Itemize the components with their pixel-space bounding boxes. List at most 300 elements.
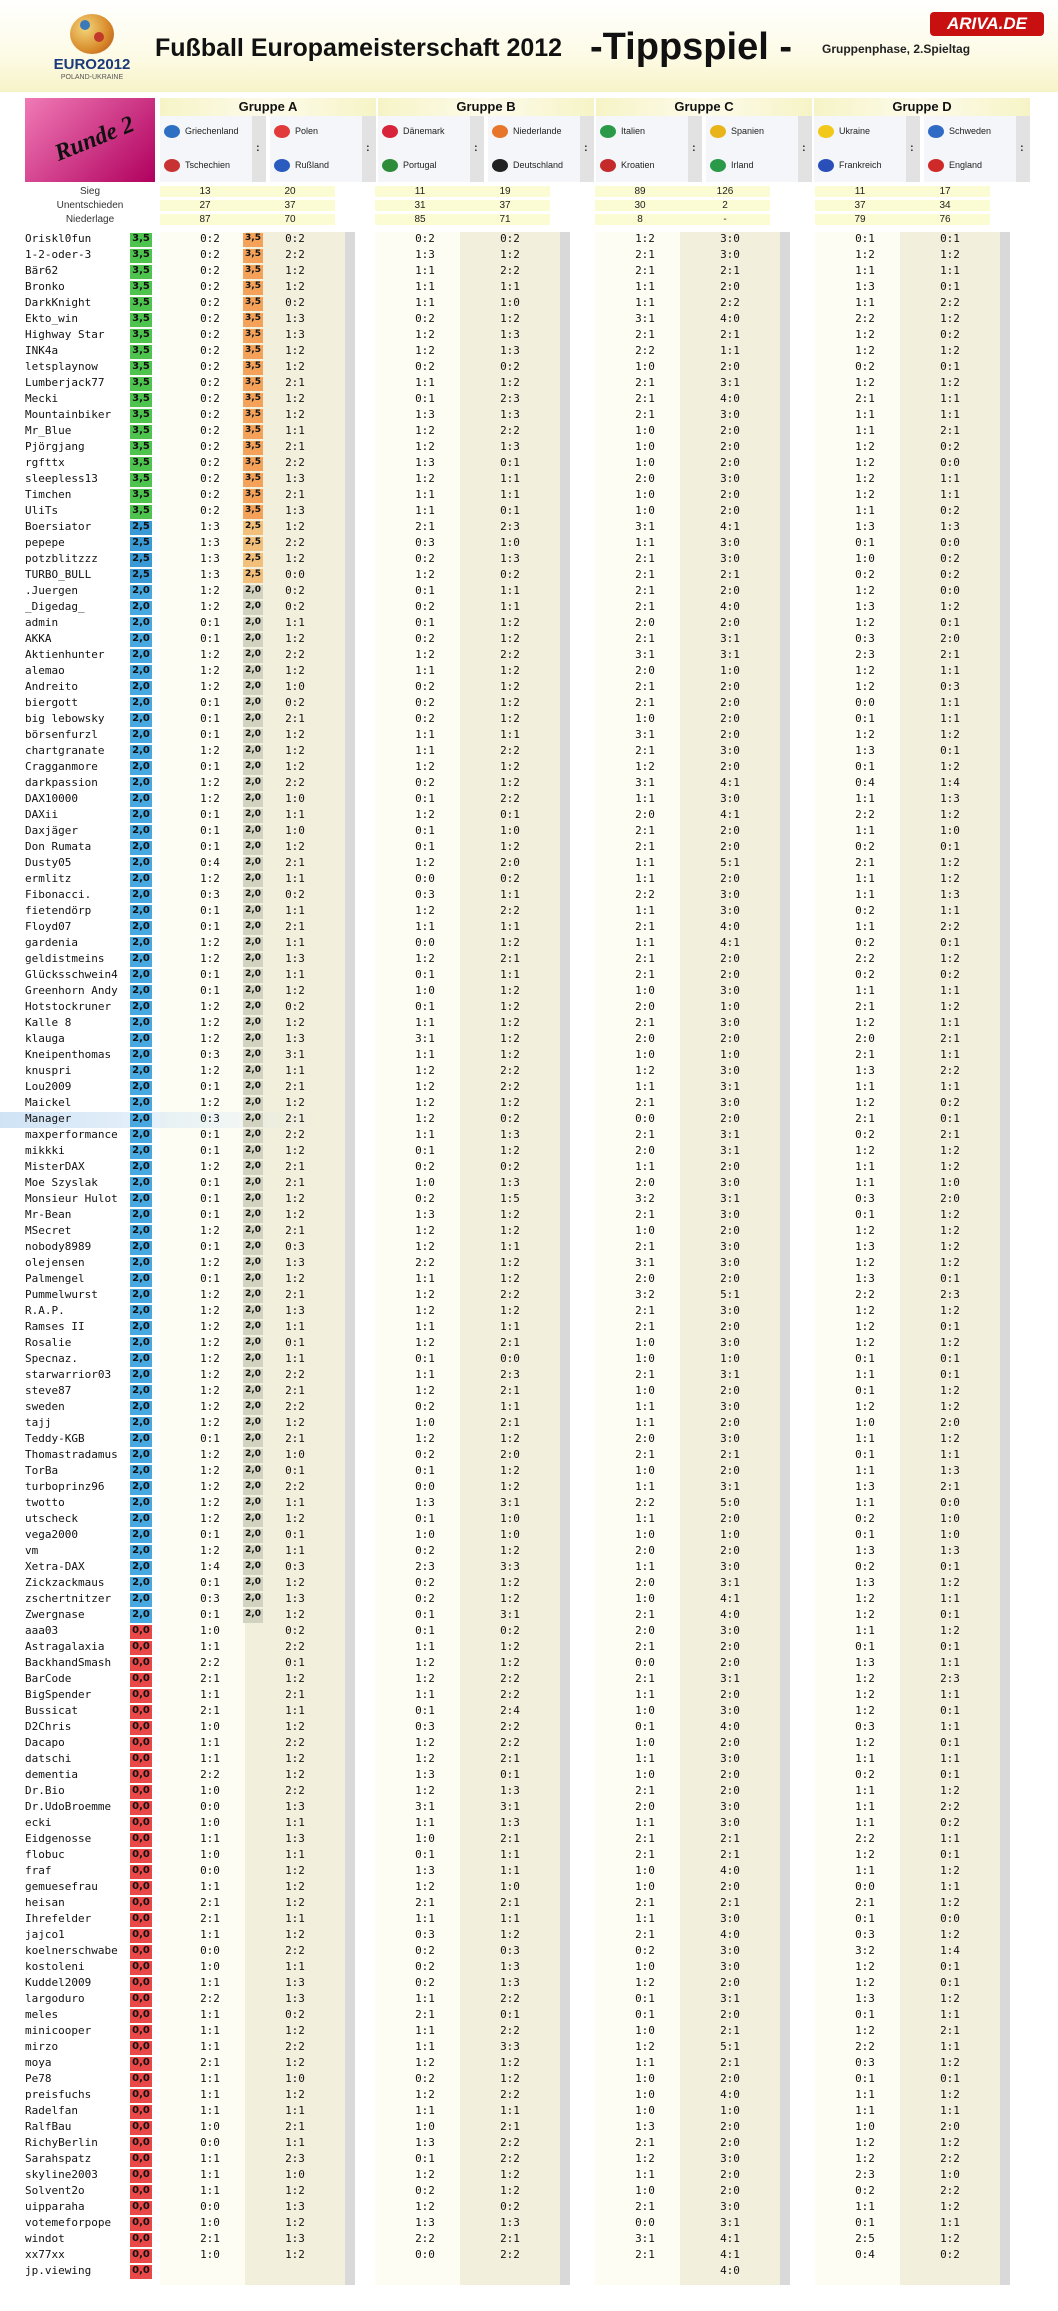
tip-cell: 1:2	[415, 808, 435, 821]
tip-cell: 1:3	[285, 2200, 305, 2213]
tip-cell: 1:2	[940, 1384, 960, 1397]
player-name[interactable]: letsplaynow	[25, 360, 98, 373]
player-name[interactable]: Oriskl0fun	[25, 232, 92, 245]
tip-cell: 1:2	[855, 376, 875, 389]
player-name[interactable]: BarCode	[25, 1672, 72, 1685]
points-badge: 3,5	[130, 249, 152, 263]
player-name[interactable]: xx77xx	[25, 2248, 65, 2261]
tip-cell: 2:1	[285, 488, 305, 501]
flag-icon	[382, 125, 398, 138]
player-name[interactable]: DAX10000	[25, 792, 78, 805]
tip-cell: 3:0	[720, 1624, 740, 1637]
tip-cell	[900, 2264, 1000, 2280]
tip-cell: 0:1	[940, 744, 960, 757]
player-name[interactable]: Mr-Bean	[25, 1208, 72, 1221]
tip-cell: 0:2	[415, 1544, 435, 1557]
player-name[interactable]: Pummelwurst	[25, 1288, 98, 1301]
player-name[interactable]: Lumberjack77	[25, 376, 105, 389]
player-name[interactable]: vm	[25, 1544, 39, 1557]
tip-cell: 1:0	[635, 360, 655, 373]
team-away	[600, 154, 655, 176]
player-name[interactable]: windot	[25, 2232, 65, 2245]
tip-cell: 1:2	[415, 1736, 435, 1749]
points-badge-secondary: 2,0	[243, 713, 263, 727]
tip-cell: 0:0	[940, 1912, 960, 1925]
tip-cell: 2:2	[855, 1288, 875, 1301]
tip-cell: 1:1	[500, 1240, 520, 1253]
tip-cell: 0:0	[200, 2200, 220, 2213]
tip-cell: 1:1	[635, 1512, 655, 1525]
tip-cell: 2:0	[635, 1432, 655, 1445]
tip-cell: 0:1	[855, 1448, 875, 1461]
tip-cell: 1:1	[635, 1160, 655, 1173]
points-badge-secondary: 2,5	[243, 569, 263, 583]
player-name[interactable]: UliTs	[25, 504, 59, 517]
tip-cell: 3:0	[720, 888, 740, 901]
points-badge: 0,0	[130, 1929, 152, 1943]
tip-cell: 0:1	[855, 1912, 875, 1925]
points-badge: 3,5	[130, 441, 152, 455]
player-name[interactable]: vega2000	[25, 1528, 78, 1541]
tip-cell: 1:2	[940, 2088, 960, 2101]
player-name[interactable]: Kneipenthomas	[25, 1048, 112, 1061]
tip-cell: 3:1	[720, 1128, 740, 1141]
tip-cell: 1:2	[200, 1464, 220, 1477]
tip-cell: 1:3	[415, 1208, 435, 1221]
tip-cell: 1:2	[285, 1768, 305, 1781]
tip-cell: 0:2	[415, 1400, 435, 1413]
team-name: Schweden	[949, 126, 992, 136]
player-name[interactable]: Moe Szyslak	[25, 1176, 98, 1189]
player-name[interactable]: 1-2-oder-3	[25, 248, 92, 261]
tip-cell: 2:0	[720, 584, 740, 597]
tip-cell: 1:2	[285, 2056, 305, 2069]
player-name[interactable]: Bronko	[25, 280, 65, 293]
player-name[interactable]: Cragganmore	[25, 760, 98, 773]
player-name[interactable]: Aktienhunter	[25, 648, 105, 661]
tip-cell: 0:1	[415, 1352, 435, 1365]
logo-subtext: POLAND-UKRAINE	[60, 74, 124, 81]
tip-cell: 1:2	[635, 2152, 655, 2165]
points-badge-secondary: 2,0	[243, 697, 263, 711]
player-name[interactable]: Fibonacci.	[25, 888, 92, 901]
player-name[interactable]: Manager	[25, 1112, 72, 1125]
player-name[interactable]: admin	[25, 616, 59, 629]
player-name[interactable]: turboprinz96	[25, 1480, 105, 1493]
player-name[interactable]: mirzo	[25, 2040, 59, 2053]
player-name[interactable]: ecki	[25, 1816, 52, 1829]
player-name[interactable]: knuspri	[25, 1064, 72, 1077]
player-name[interactable]: INK4a	[25, 344, 59, 357]
player-name[interactable]: tajj	[25, 1416, 52, 1429]
table-row	[0, 680, 1058, 696]
tip-cell: 3:1	[720, 648, 740, 661]
player-name[interactable]: D2Chris	[25, 1720, 72, 1733]
tip-cell: 2:2	[285, 1368, 305, 1381]
points-badge-secondary: 3,5	[243, 409, 263, 423]
tip-cell: 2:0	[720, 696, 740, 709]
tip-cell: 0:1	[200, 1176, 220, 1189]
stat-value: 70	[245, 214, 335, 225]
tip-cell: 3:1	[720, 1080, 740, 1093]
tip-cell: 2:0	[635, 472, 655, 485]
player-name[interactable]: heisan	[25, 1896, 65, 1909]
player-name[interactable]: Radelfan	[25, 2104, 78, 2117]
tip-cell: 0:1	[635, 1720, 655, 1733]
player-name[interactable]: chartgranate	[25, 744, 105, 757]
player-name[interactable]: Boersiator	[25, 520, 92, 533]
tip-cell: 0:3	[200, 888, 220, 901]
tip-cell: 1:1	[855, 504, 875, 517]
tip-cell: 0:1	[855, 232, 875, 245]
player-name[interactable]: Dusty05	[25, 856, 72, 869]
points-badge-secondary: 2,0	[243, 1433, 263, 1447]
tip-cell: 1:0	[635, 1224, 655, 1237]
tip-cell: 0:1	[200, 904, 220, 917]
player-name[interactable]: Lou2009	[25, 1080, 72, 1093]
team-name: Polen	[295, 126, 319, 136]
tip-cell: 1:2	[415, 568, 435, 581]
player-name[interactable]: alemao	[25, 664, 65, 677]
tip-cell: 1:2	[855, 1096, 875, 1109]
player-name[interactable]: Dr.UdoBroemme	[25, 1800, 112, 1813]
player-name[interactable]: Pe78	[25, 2072, 52, 2085]
tip-cell: 2:1	[635, 1128, 655, 1141]
player-name[interactable]: aaa03	[25, 1624, 59, 1637]
player-name[interactable]: _Digedag_	[25, 600, 85, 613]
tip-cell: 2:2	[500, 744, 520, 757]
table-row	[0, 2184, 1058, 2200]
player-name[interactable]: twotto	[25, 1496, 65, 1509]
tip-cell: 1:2	[500, 1048, 520, 1061]
player-name[interactable]: fraf	[25, 1864, 52, 1877]
tip-cell: 1:2	[285, 1144, 305, 1157]
player-name[interactable]: Zwergnase	[25, 1608, 85, 1621]
ariva-logo[interactable]: ARIVA.DE	[930, 12, 1044, 36]
player-name[interactable]: olejensen	[25, 1256, 85, 1269]
player-name[interactable]: klauga	[25, 1032, 65, 1045]
tip-cell: 1:2	[285, 1096, 305, 1109]
tip-cell: 2:0	[720, 1224, 740, 1237]
player-name[interactable]: gemuesefrau	[25, 1880, 98, 1893]
tip-cell: 1:1	[285, 424, 305, 437]
tip-cell: 1:3	[415, 1864, 435, 1877]
player-name[interactable]: Mecki	[25, 392, 59, 405]
table-row	[0, 1720, 1058, 1736]
player-name[interactable]: maxperformance	[25, 1128, 118, 1141]
tip-cell: 0:1	[200, 1432, 220, 1445]
tip-cell: 1:2	[940, 760, 960, 773]
tip-cell: 2:1	[500, 1752, 520, 1765]
team-name: Spanien	[731, 126, 765, 136]
player-name[interactable]: sleepless13	[25, 472, 98, 485]
table-row	[0, 1976, 1058, 1992]
tip-cell: 1:2	[500, 1656, 520, 1669]
tip-cell: 0:2	[500, 1624, 520, 1637]
tip-cell: 1:1	[940, 2040, 960, 2053]
points-badge: 2,0	[130, 793, 152, 807]
player-name[interactable]: potzblitzzz	[25, 552, 98, 565]
table-row	[0, 712, 1058, 728]
player-name[interactable]: Kuddel2009	[25, 1976, 92, 1989]
tip-cell: 2:1	[635, 696, 655, 709]
player-name[interactable]: largoduro	[25, 1992, 85, 2005]
player-name[interactable]: kostoleni	[25, 1960, 85, 1973]
tip-cell: 2:0	[720, 712, 740, 725]
player-name[interactable]: TorBa	[25, 1464, 59, 1477]
table-row	[0, 1320, 1058, 1336]
player-name[interactable]: Dr.Bio	[25, 1784, 65, 1797]
player-name[interactable]: mikkki	[25, 1144, 65, 1157]
player-name[interactable]: ermlitz	[25, 872, 72, 885]
player-name[interactable]: Glücksschwein4	[25, 968, 118, 981]
tip-cell: 3:0	[720, 536, 740, 549]
player-name[interactable]: Rosalie	[25, 1336, 72, 1349]
tip-cell: 0:1	[855, 712, 875, 725]
player-name[interactable]: Solvent2o	[25, 2184, 85, 2197]
tip-cell: 0:2	[200, 488, 220, 501]
points-badge: 0,0	[130, 1689, 152, 1703]
player-name[interactable]: börsenfurzl	[25, 728, 98, 741]
tip-cell: 0:1	[415, 2152, 435, 2165]
player-name[interactable]: Ihrefelder	[25, 1912, 92, 1925]
tip-cell: 3:0	[720, 1096, 740, 1109]
tip-cell: 1:2	[855, 344, 875, 357]
player-name[interactable]: fietendörp	[25, 904, 92, 917]
player-name[interactable]: Timchen	[25, 488, 72, 501]
tip-cell: 2:1	[855, 392, 875, 405]
points-badge: 0,0	[130, 2185, 152, 2199]
tip-cell: 1:2	[855, 440, 875, 453]
player-name[interactable]: Maickel	[25, 1096, 72, 1109]
tip-cell: 1:2	[200, 1320, 220, 1333]
tip-cell: 0:2	[855, 1128, 875, 1141]
player-name[interactable]: Dacapo	[25, 1736, 65, 1749]
tip-cell: 5:0	[720, 1496, 740, 1509]
tip-cell: 2:0	[720, 488, 740, 501]
tip-cell: 1:2	[940, 2200, 960, 2213]
player-name[interactable]: koelnerschwabe	[25, 1944, 118, 1957]
table-row	[0, 1992, 1058, 2008]
player-name[interactable]: biergott	[25, 696, 78, 709]
tip-cell: 1:0	[285, 680, 305, 693]
tip-cell: 0:3	[855, 1192, 875, 1205]
tip-cell: 1:1	[200, 1640, 220, 1653]
player-name[interactable]: moya	[25, 2056, 52, 2069]
player-name[interactable]: MisterDAX	[25, 1160, 85, 1173]
points-badge-secondary: 3,5	[243, 505, 263, 519]
points-badge-secondary: 2,0	[243, 1257, 263, 1271]
tip-cell: 1:1	[940, 2104, 960, 2117]
player-name[interactable]: skyline2003	[25, 2168, 98, 2181]
player-name[interactable]: Bär62	[25, 264, 59, 277]
table-row	[0, 392, 1058, 408]
player-name[interactable]: TURBO_BULL	[25, 568, 92, 581]
tip-cell: 1:1	[415, 2040, 435, 2053]
tip-cell: 1:3	[940, 1464, 960, 1477]
player-name[interactable]: Mr_Blue	[25, 424, 72, 437]
tip-cell: 0:1	[285, 1336, 305, 1349]
table-row	[0, 1800, 1058, 1816]
player-name[interactable]: MSecret	[25, 1224, 72, 1237]
tip-cell: 0:1	[855, 1352, 875, 1365]
tip-cell: 3:1	[635, 312, 655, 325]
tip-cell: 0:3	[500, 1944, 520, 1957]
tip-cell: 0:2	[415, 776, 435, 789]
points-badge-secondary: 2,0	[243, 1417, 263, 1431]
table-row	[0, 648, 1058, 664]
tip-cell: 1:2	[415, 1064, 435, 1077]
player-name[interactable]: geldistmeins	[25, 952, 105, 965]
tip-cell: 2:1	[635, 1320, 655, 1333]
player-name[interactable]: RichyBerlin	[25, 2136, 98, 2149]
player-name[interactable]: preisfuchs	[25, 2088, 92, 2101]
player-name[interactable]: Thomastradamus	[25, 1448, 118, 1461]
tip-cell: 1:2	[415, 2168, 435, 2181]
tip-cell: 2:2	[500, 2136, 520, 2149]
player-name[interactable]: Pjörgjang	[25, 440, 85, 453]
tip-cell: 0:2	[200, 472, 220, 485]
table-row	[0, 1608, 1058, 1624]
player-name[interactable]: Astragalaxia	[25, 1640, 105, 1653]
tip-cell: 1:1	[940, 1832, 960, 1845]
player-name[interactable]: minicooper	[25, 2024, 92, 2037]
tip-cell: 1:2	[415, 344, 435, 357]
player-name[interactable]: DarkKnight	[25, 296, 92, 309]
tip-cell: 2:1	[200, 1896, 220, 1909]
player-name[interactable]: pepepe	[25, 536, 65, 549]
tip-cell: 1:0	[200, 1624, 220, 1637]
tip-cell: 4:0	[720, 920, 740, 933]
team-name: Tschechien	[185, 160, 231, 170]
team-home	[274, 120, 318, 142]
points-badge: 3,5	[130, 265, 152, 279]
player-name[interactable]: Mountainbiker	[25, 408, 112, 421]
player-name[interactable]: zschertnitzer	[25, 1592, 112, 1605]
player-name[interactable]: Specnaz.	[25, 1352, 78, 1365]
tip-cell: 1:3	[285, 1832, 305, 1845]
player-name[interactable]: Ekto_win	[25, 312, 78, 325]
player-name[interactable]: Eidgenosse	[25, 1832, 92, 1845]
player-name[interactable]: Hotstockruner	[25, 1000, 112, 1013]
player-name[interactable]: Palmengel	[25, 1272, 85, 1285]
table-row	[0, 744, 1058, 760]
player-name[interactable]: steve87	[25, 1384, 72, 1397]
tip-cell: 2:1	[940, 1480, 960, 1493]
tip-cell: 1:0	[635, 456, 655, 469]
points-badge-secondary: 2,0	[243, 1481, 263, 1495]
player-name[interactable]: datschi	[25, 1752, 72, 1765]
tip-cell: 1:2	[500, 1272, 520, 1285]
points-badge-secondary: 3,5	[243, 249, 263, 263]
tip-cell: 1:3	[200, 536, 220, 549]
tip-cell: 2:1	[500, 2120, 520, 2133]
tip-cell: 1:2	[200, 1384, 220, 1397]
player-name[interactable]: rgfttx	[25, 456, 65, 469]
player-name[interactable]: Bussicat	[25, 1704, 78, 1717]
player-name[interactable]: big lebowsky	[25, 712, 105, 725]
player-name[interactable]: jajco1	[25, 1928, 65, 1941]
tip-cell: 2:1	[635, 968, 655, 981]
tip-cell: 1:1	[855, 2104, 875, 2117]
player-name[interactable]: votemeforpope	[25, 2216, 112, 2229]
player-name[interactable]: starwarrior03	[25, 1368, 112, 1381]
tip-cell: 1:2	[500, 1640, 520, 1653]
player-name[interactable]: uipparaha	[25, 2200, 85, 2213]
tip-cell: 1:2	[500, 2168, 520, 2181]
tip-cell: 1:2	[200, 1304, 220, 1317]
tip-cell: 1:3	[500, 1784, 520, 1797]
player-name[interactable]: sweden	[25, 1400, 65, 1413]
tip-cell: 1:3	[415, 1496, 435, 1509]
player-name[interactable]: RalfBau	[25, 2120, 72, 2133]
tip-cell: 1:0	[635, 712, 655, 725]
player-name[interactable]: BackhandSmash	[25, 1656, 112, 1669]
tip-cell: 1:0	[415, 1416, 435, 1429]
player-name[interactable]: Zickzackmaus	[25, 1576, 105, 1589]
player-name[interactable]: flobuc	[25, 1848, 65, 1861]
tip-cell: 2:1	[720, 328, 740, 341]
player-name[interactable]: BigSpender	[25, 1688, 92, 1701]
player-name[interactable]: Greenhorn Andy	[25, 984, 118, 997]
tip-cell: 0:1	[415, 1624, 435, 1637]
tip-cell: 1:2	[285, 264, 305, 277]
tip-cell: 2:0	[855, 1032, 875, 1045]
tip-cell: 1:2	[500, 1576, 520, 1589]
tip-cell: 1:3	[415, 456, 435, 469]
player-name[interactable]: Andreito	[25, 680, 78, 693]
player-name[interactable]: Highway Star	[25, 328, 105, 341]
player-name[interactable]: Xetra-DAX	[25, 1560, 85, 1573]
player-name[interactable]: Monsieur Hulot	[25, 1192, 118, 1205]
player-name[interactable]: jp.viewing	[25, 2264, 92, 2277]
tip-cell: 1:2	[200, 1368, 220, 1381]
tip-cell: 1:2	[200, 744, 220, 757]
player-name[interactable]: Ramses II	[25, 1320, 85, 1333]
tip-cell: 1:1	[855, 872, 875, 885]
team-name: Portugal	[403, 160, 437, 170]
player-name[interactable]: R.A.P.	[25, 1304, 65, 1317]
tip-cell: 2:1	[940, 648, 960, 661]
player-name[interactable]: utscheck	[25, 1512, 78, 1525]
player-name[interactable]: .Juergen	[25, 584, 78, 597]
player-name[interactable]: Daxjäger	[25, 824, 78, 837]
tip-cell: 0:2	[940, 968, 960, 981]
player-name[interactable]: DAXii	[25, 808, 59, 821]
player-name[interactable]: nobody8989	[25, 1240, 92, 1253]
tip-cell: 2:1	[200, 2232, 220, 2245]
tip-cell: 1:1	[855, 824, 875, 837]
tip-cell: 2:2	[500, 1720, 520, 1733]
player-name[interactable]: Kalle 8	[25, 1016, 72, 1029]
player-name[interactable]: Sarahspatz	[25, 2152, 92, 2165]
tip-cell: 1:2	[500, 936, 520, 949]
player-name[interactable]: dementia	[25, 1768, 78, 1781]
player-name[interactable]: Floyd07	[25, 920, 72, 933]
player-name[interactable]: gardenia	[25, 936, 78, 949]
player-name[interactable]: Don Rumata	[25, 840, 92, 853]
player-name[interactable]: darkpassion	[25, 776, 98, 789]
tip-cell: 4:0	[720, 1608, 740, 1621]
group-header: Gruppe A	[160, 98, 376, 116]
table-row	[0, 408, 1058, 424]
table-row	[0, 984, 1058, 1000]
table-row	[0, 2056, 1058, 2072]
player-name[interactable]: Teddy-KGB	[25, 1432, 85, 1445]
player-name[interactable]: AKKA	[25, 632, 52, 645]
player-name[interactable]: meles	[25, 2008, 59, 2021]
tip-cell: 1:0	[635, 2024, 655, 2037]
